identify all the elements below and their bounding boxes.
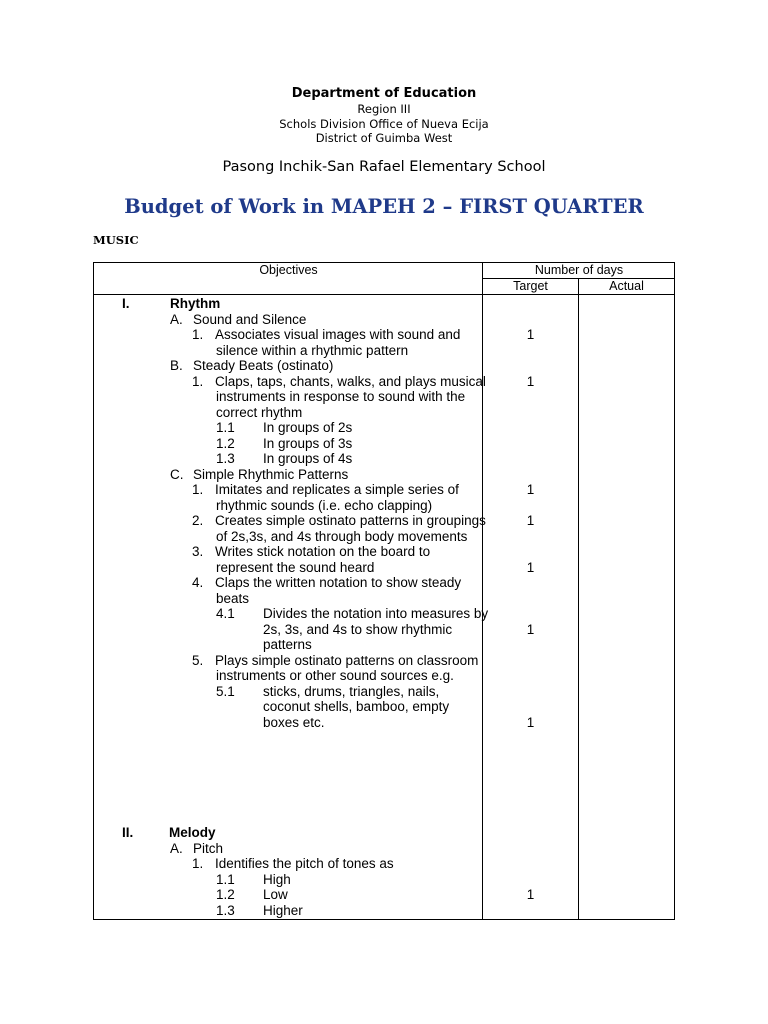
objective-text: Melody [169,825,216,840]
list-marker: 1. [192,482,204,497]
row-divider [94,294,674,295]
target-days-value: 1 [526,887,535,902]
objective-text: Low [263,887,288,902]
objective-text: coconut shells, bamboo, empty [263,699,450,714]
objective-text: High [263,871,291,887]
list-marker: 1. [192,373,204,389]
division-line: Schols Division Office of Nueva Ecija [279,116,489,131]
objective-line [216,343,408,359]
list-marker: 1.2 [216,435,235,451]
list-marker: A. [170,840,183,856]
objective-text: Simple Rhythmic Patterns [193,466,349,482]
objective-text: Associates visual images with sound and [215,327,461,342]
objective-text: Pitch [193,840,224,856]
objective-text: sticks, drums, triangles, nails, [263,683,440,699]
objective-text: represent the sound heard [216,559,375,575]
objective-line [216,668,454,684]
objective-text: Steady Beats (ostinato) [193,358,334,373]
department-name: Department of Education [291,86,477,101]
objective-text: rhythmic sounds (i.e. echo clapping) [216,497,433,513]
list-marker: 1.2 [216,887,235,902]
target-days-value: 1 [526,327,535,342]
list-marker: 2. [192,513,204,528]
objective-line [263,622,452,638]
region-line: Region III [357,102,411,116]
objective-line [216,389,465,405]
header-actual: Actual [609,279,644,293]
list-marker: 4. [192,575,204,590]
target-days-value: 1 [526,621,535,637]
list-marker: 5. [192,652,204,668]
objective-text: Claps, taps, chants, walks, and plays musical [215,373,486,389]
objective-text: correct rhythm [216,404,303,420]
list-marker: 1.1 [216,420,235,435]
objective-text: Divides the notation into measures by [263,606,489,621]
objective-text: silence within a rhythmic pattern [216,342,409,358]
objective-text: Writes stick notation on the board to [215,544,431,559]
list-marker: 1.3 [216,902,235,918]
objective-text: patterns [263,637,312,652]
list-marker: A. [170,311,183,327]
list-marker: 1.1 [216,871,235,887]
objective-line [216,498,432,514]
objective-line [216,591,249,607]
objective-text: boxes etc. [263,714,325,730]
objective-text: Higher [263,902,303,918]
list-marker: I. [122,296,130,311]
table-body [94,296,674,918]
header-number-of-days: Number of days [534,263,624,277]
objective-text: beats [216,590,250,606]
district-line: District of Guimba West [315,131,453,145]
list-marker: 1.3 [216,451,235,466]
list-marker: 3. [192,544,204,559]
row-divider [482,278,674,279]
objective-line [216,405,302,421]
target-days-value: 1 [526,559,535,575]
objective-line [216,560,374,576]
target-days-value: 1 [526,513,535,528]
objective-text: Imitates and replicates a simple series of [215,482,459,497]
list-marker: II. [122,825,134,840]
list-marker: C. [170,466,184,482]
objective-line [263,715,325,731]
objective-text: 2s, 3s, and 4s to show rhythmic [263,621,453,637]
objective-text: instruments in response to sound with the [216,389,466,404]
header-target: Target [513,279,548,293]
objective-text: In groups of 4s [263,451,353,466]
objective-text: Plays simple ostinato patterns on classroom [215,652,479,668]
objective-text: Creates simple ostinato patterns in groupings [215,513,486,528]
objective-text: instruments or other sound sources e.g. [216,668,454,683]
list-marker: B. [170,358,183,373]
objective-text: Sound and Silence [193,311,307,327]
list-marker: 1. [192,856,204,871]
objective-line [263,637,312,653]
objective-text: of 2s,3s, and 4s through body movements [216,528,468,544]
list-marker: 4.1 [216,606,235,621]
list-marker: 1. [192,327,204,342]
objective-text: Claps the written notation to show steady [215,575,462,590]
objective-text: Rhythm [170,296,221,311]
target-days-value: 1 [526,714,535,730]
objective-text: In groups of 2s [263,420,353,435]
objective-line [216,529,467,545]
objective-text: In groups of 3s [263,435,353,451]
target-days-value: 1 [526,373,535,389]
header-objectives: Objectives [259,263,318,277]
budget-table [93,262,675,920]
document-title: Budget of Work in MAPEH 2 – FIRST QUARTER [124,195,644,218]
objective-text: Identifies the pitch of tones as [215,856,394,871]
list-marker: 5.1 [216,683,235,699]
section-heading: MUSIC [93,233,139,247]
school-name: Pasong Inchik-San Rafael Elementary School [222,159,546,175]
target-days-value: 1 [526,482,535,497]
objective-line [263,699,449,715]
